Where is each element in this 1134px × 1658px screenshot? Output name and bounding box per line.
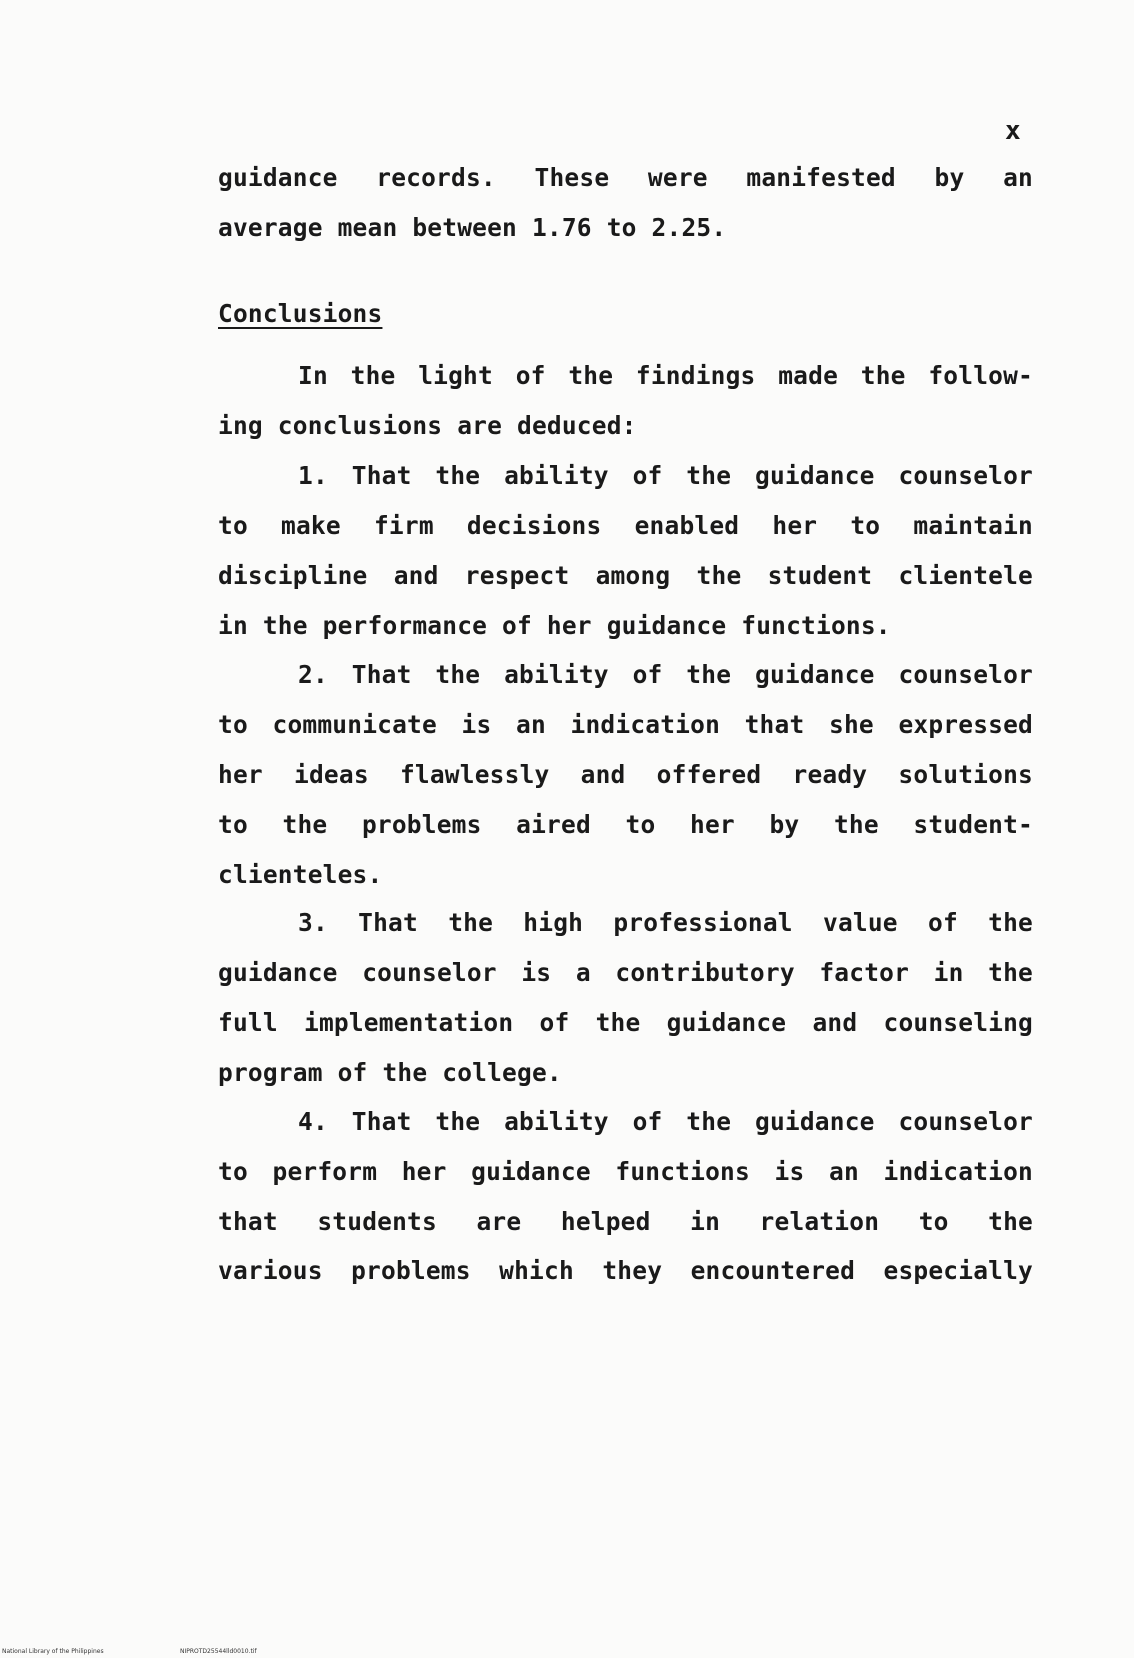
- footer-file-name: NIPROTD25544lld0010.tif: [180, 1648, 257, 1655]
- list-item-line: clienteles.: [218, 860, 383, 889]
- list-item-line: various problems which they encountered especially: [218, 1256, 1033, 1285]
- list-item-line: that students are helped in relation to the: [218, 1207, 1033, 1236]
- list-item-line: 1. That the ability of the guidance counselor: [298, 461, 1033, 490]
- section-heading: Conclusions: [218, 299, 383, 328]
- list-item-line: to communicate is an indication that she expressed: [218, 710, 1033, 739]
- body-line: guidance records. These were manifested by an: [218, 163, 1033, 192]
- footer-library-name: National Library of the Philippines: [2, 1648, 104, 1655]
- list-item-line: full implementation of the guidance and counseling: [218, 1008, 1033, 1037]
- list-item-line: guidance counselor is a contributory factor in the: [218, 958, 1033, 987]
- page-number: x: [1005, 116, 1021, 146]
- body-line: average mean between 1.76 to 2.25.: [218, 213, 727, 242]
- body-line: In the light of the findings made the follow-: [298, 361, 1033, 390]
- list-item-line: discipline and respect among the student clientele: [218, 561, 1033, 590]
- list-item-line: 4. That the ability of the guidance counselor: [298, 1107, 1033, 1136]
- list-item-line: to the problems aired to her by the student-: [218, 810, 1033, 839]
- list-item-line: to perform her guidance functions is an indication: [218, 1157, 1033, 1186]
- list-item-line: her ideas flawlessly and offered ready solutions: [218, 760, 1033, 789]
- list-item-line: to make firm decisions enabled her to maintain: [218, 511, 1033, 540]
- body-line: ing conclusions are deduced:: [218, 411, 637, 440]
- list-item-line: 3. That the high professional value of the: [298, 908, 1033, 937]
- list-item-line: in the performance of her guidance functions.: [218, 611, 891, 640]
- list-item-line: 2. That the ability of the guidance counselor: [298, 660, 1033, 689]
- list-item-line: program of the college.: [218, 1058, 562, 1087]
